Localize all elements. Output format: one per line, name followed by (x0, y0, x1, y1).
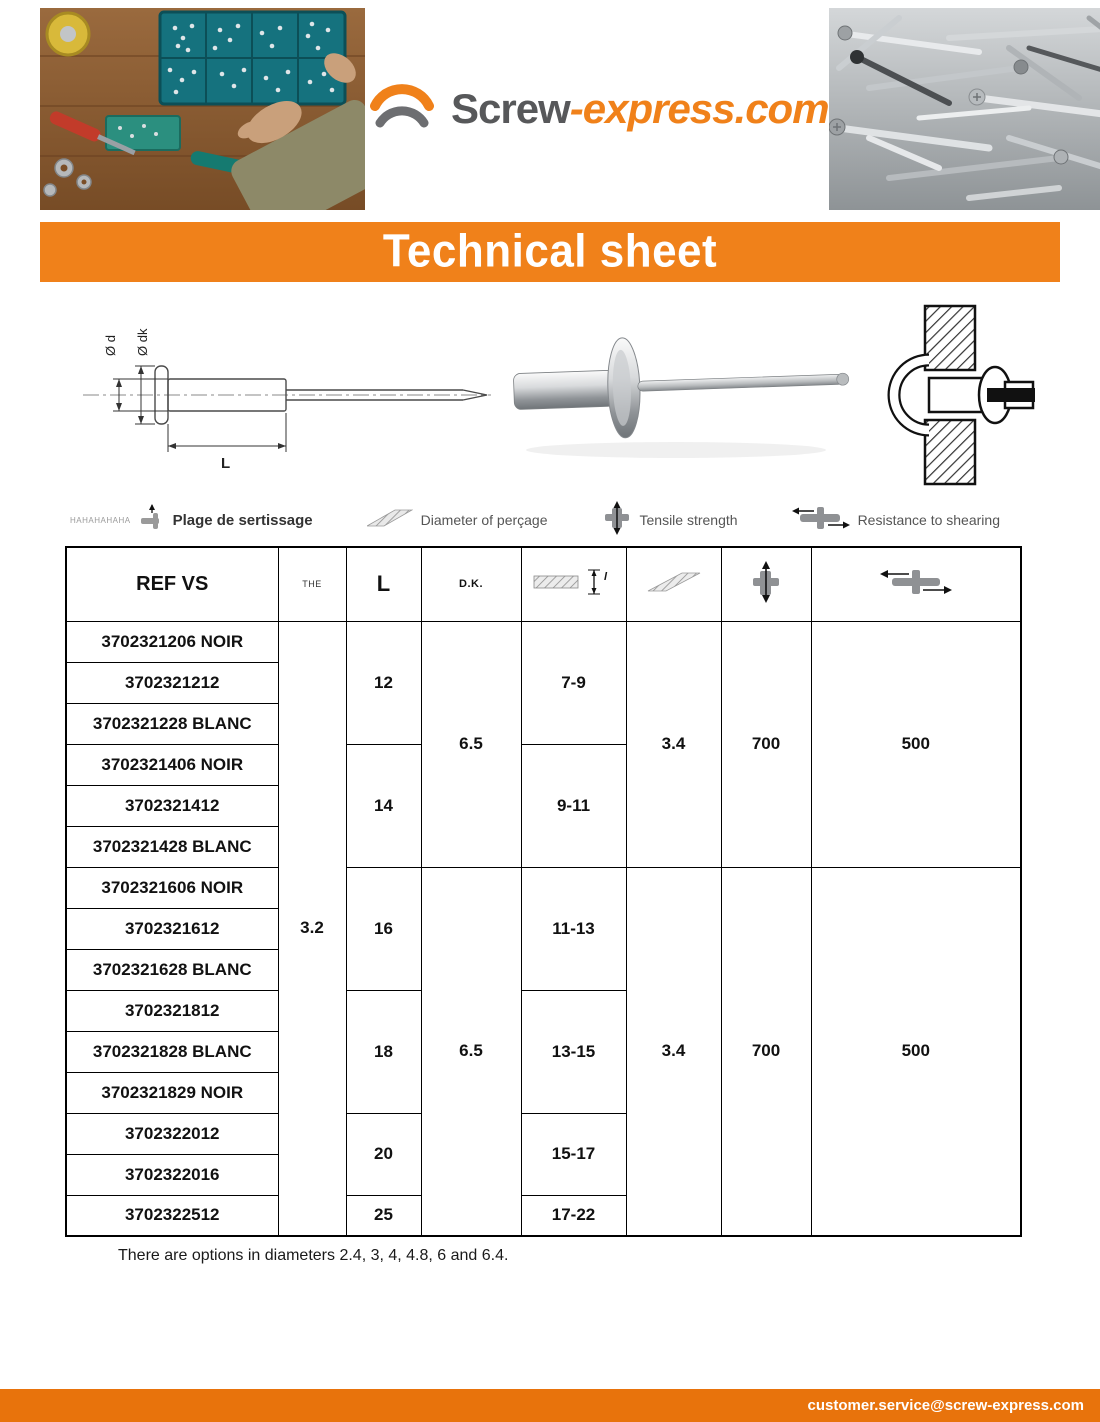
dk-cell: 6.5 (421, 867, 521, 1236)
diameter-options-note: There are options in diameters 2.4, 3, 4, 4.8, 6 and 6.4. (118, 1247, 509, 1264)
ref-cell: 3702321606 NOIR (66, 867, 278, 908)
workbench-photo (40, 8, 365, 210)
legend-label: Tensile strength (639, 512, 738, 528)
legend-shear-resistance (792, 504, 1000, 537)
dim-label-dk: Ø dk (135, 328, 150, 356)
ref-cell: 3702321412 (66, 785, 278, 826)
legend-prefix-text: HAHAHAHAHA (70, 515, 131, 525)
legend-row (0, 494, 1100, 538)
crimp-cell: 17-22 (521, 1195, 626, 1236)
table-header-row (66, 547, 1021, 621)
col-header-dk: D.K. (421, 547, 521, 621)
crimp-cell: 15-17 (521, 1113, 626, 1195)
ref-cell: 3702321212 (66, 662, 278, 703)
col-header-drill-diameter (626, 547, 721, 621)
dim-label-L: L (221, 454, 231, 472)
tensile-strength-icon (749, 590, 783, 607)
dk-cell: 6.5 (421, 621, 521, 867)
col-header-ref: REF VS (66, 547, 278, 621)
length-cell: 12 (346, 621, 421, 744)
tensile-cell: 700 (721, 621, 811, 867)
legend-crimp-range (70, 504, 313, 537)
crimp-range-icon (139, 504, 165, 537)
ref-cell: 3702321428 BLANC (66, 826, 278, 867)
ref-cell: 3702322012 (66, 1113, 278, 1154)
legend-tensile-strength (602, 501, 738, 540)
customer-service-email: customer.service@screw-express.com (807, 1397, 1084, 1414)
shear-cell: 500 (811, 621, 1021, 867)
ref-cell: 3702322016 (66, 1154, 278, 1195)
ref-cell: 3702321829 NOIR (66, 1072, 278, 1113)
shear-cell: 500 (811, 867, 1021, 1236)
length-cell: 18 (346, 990, 421, 1113)
rivet-photo (496, 300, 866, 495)
table-row (66, 621, 1021, 662)
ref-cell: 3702321828 BLANC (66, 1031, 278, 1072)
col-header-crimp-range (521, 547, 626, 621)
crimp-cell: 11-13 (521, 867, 626, 990)
length-cell: 20 (346, 1113, 421, 1195)
col-header-shear-resistance (811, 547, 1021, 621)
col-header-diameter: THE (278, 547, 346, 621)
legend-label: Resistance to shearing (857, 512, 1000, 528)
col-header-length: L (346, 547, 421, 621)
crimp-cell: 13-15 (521, 990, 626, 1113)
ref-cell: 3702322512 (66, 1195, 278, 1236)
length-cell: 16 (346, 867, 421, 990)
brand-logo-icon (365, 78, 439, 141)
legend-label: Diameter of perçage (420, 512, 548, 528)
dim-label-d: Ø d (103, 334, 118, 356)
ref-cell: 3702321812 (66, 990, 278, 1031)
shear-resistance-icon (879, 584, 953, 601)
length-cell: 25 (346, 1195, 421, 1236)
tensile-strength-icon (602, 501, 632, 540)
ref-cell: 3702321206 NOIR (66, 621, 278, 662)
screws-photo (829, 8, 1100, 210)
crimp-range-icon (532, 570, 616, 602)
crimp-cell: 9-11 (521, 744, 626, 867)
ref-cell: 3702321228 BLANC (66, 703, 278, 744)
ref-cell: 3702321612 (66, 908, 278, 949)
drill-cell: 3.4 (626, 867, 721, 1236)
rivet-dimension-drawing (55, 300, 495, 495)
shear-resistance-icon (792, 504, 850, 537)
footer-bar (0, 1389, 1100, 1422)
brand-logo (365, 8, 829, 210)
drill-diameter-icon (646, 579, 702, 596)
drill-cell: 3.4 (626, 621, 721, 867)
tensile-cell: 700 (721, 867, 811, 1236)
page-header (0, 0, 1100, 212)
diameter-cell: 3.2 (278, 621, 346, 1236)
table-row (66, 867, 1021, 908)
svg-text:l: l (603, 570, 607, 583)
ref-cell: 3702321406 NOIR (66, 744, 278, 785)
legend-drill-diameter (367, 509, 548, 532)
rivet-cross-section-diagram (867, 300, 1045, 495)
technical-sheet-banner (40, 222, 1060, 282)
spec-table-body (66, 621, 1021, 1236)
legend-label: Plage de sertissage (172, 511, 313, 529)
banner-title: Technical sheet (382, 225, 718, 278)
drill-diameter-icon (367, 509, 413, 532)
spec-table (65, 546, 1022, 1237)
col-header-tensile-strength (721, 547, 811, 621)
length-cell: 14 (346, 744, 421, 867)
brand-name: Screw-express.com (451, 85, 829, 132)
crimp-cell: 7-9 (521, 621, 626, 744)
diagram-row (0, 282, 1100, 494)
ref-cell: 3702321628 BLANC (66, 949, 278, 990)
